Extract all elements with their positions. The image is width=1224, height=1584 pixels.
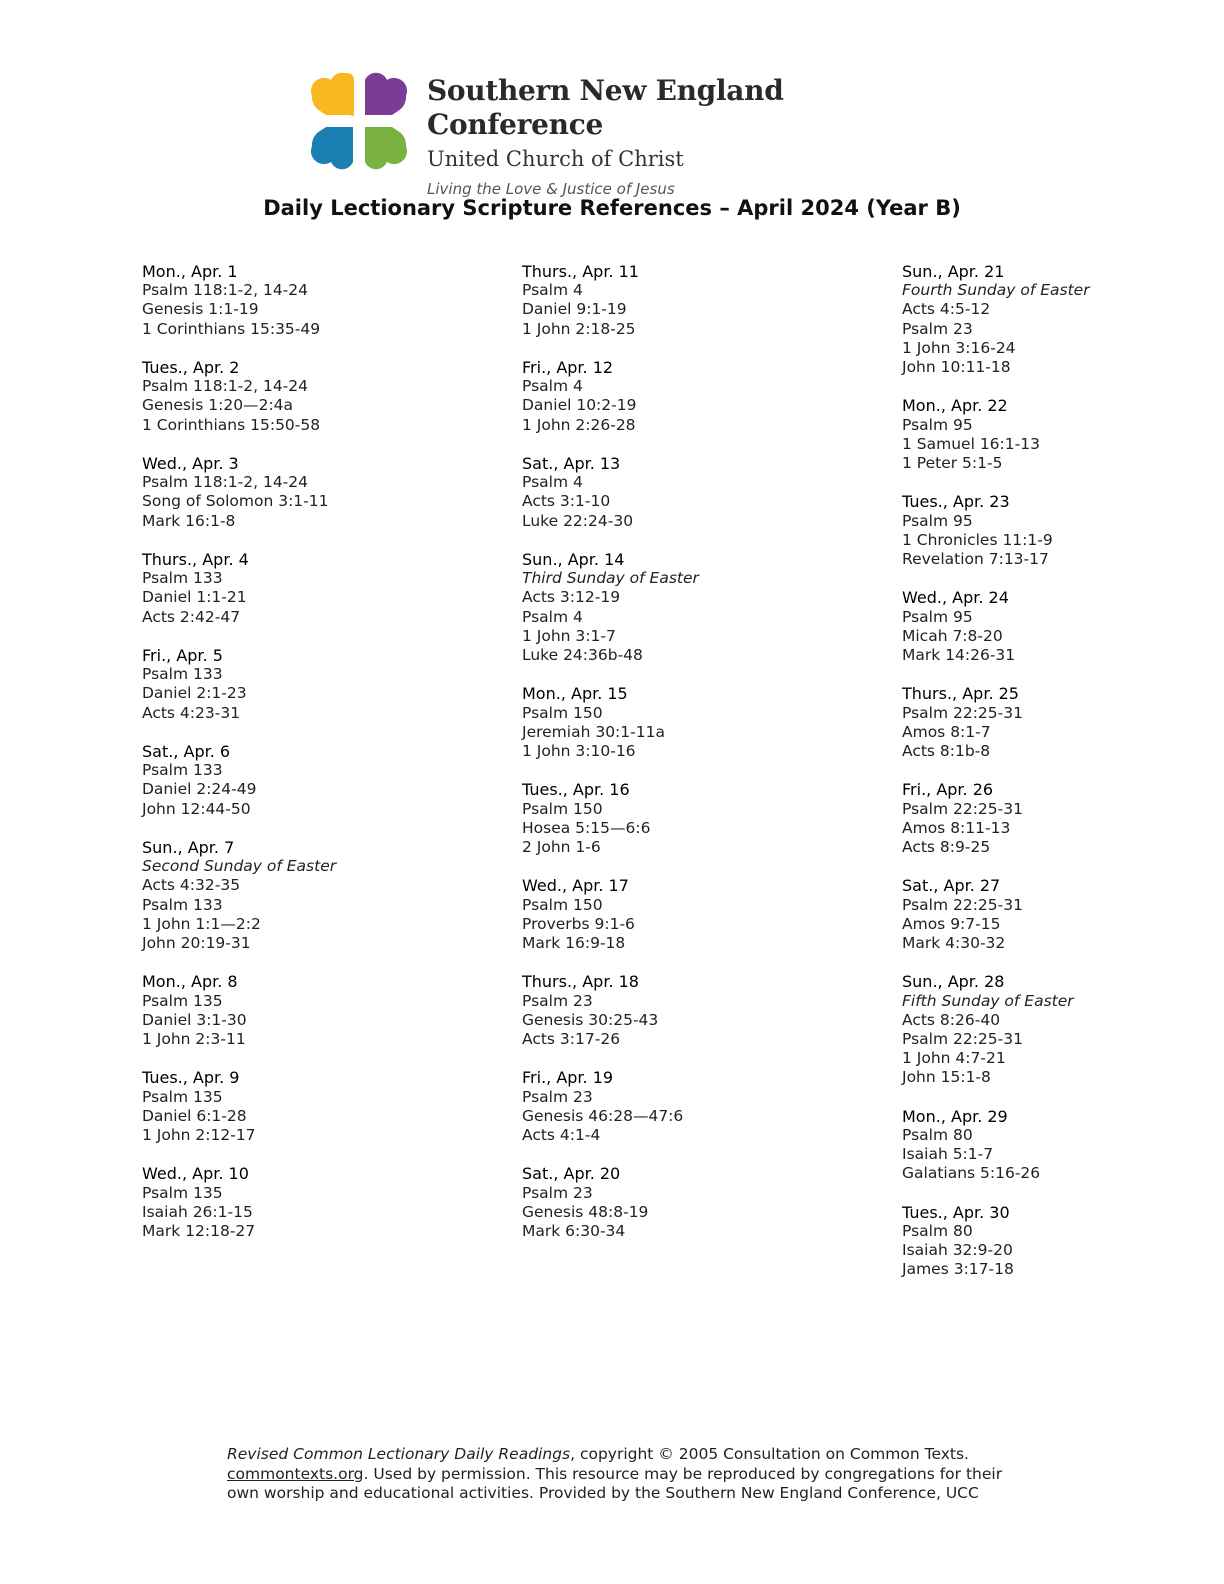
scripture-reference: Mark 16:1-8 [142, 511, 236, 530]
scripture-reference: Acts 3:1-10 [522, 492, 611, 511]
day-entry [142, 454, 442, 531]
day-entry [902, 1203, 1202, 1280]
scripture-reference: Psalm 133 [142, 665, 223, 684]
scripture-reference: Mark 16:9-18 [522, 934, 626, 953]
day-date: Sat., Apr. 20 [522, 1164, 621, 1184]
day-date: Mon., Apr. 1 [142, 262, 238, 281]
scripture-reference: Daniel 3:1-30 [142, 1010, 247, 1029]
logo-heart-green-shape [365, 127, 407, 169]
org-name: Southern New England Conference [427, 74, 784, 141]
day-date: Sun., Apr. 28 [902, 972, 1005, 992]
day-entry [902, 1107, 1202, 1184]
scripture-reference: Psalm 4 [522, 473, 583, 492]
day-entry [902, 588, 1202, 665]
scripture-reference: 1 Chronicles 11:1-9 [902, 530, 1053, 549]
lectionary-column-3 [902, 262, 1202, 1299]
scripture-reference: Psalm 135 [142, 1183, 223, 1202]
scripture-reference: 1 John 4:7-21 [902, 1049, 1006, 1068]
day-entry [522, 972, 822, 1049]
scripture-reference: Psalm 118:1-2, 14-24 [142, 281, 308, 300]
scripture-reference: Psalm 118:1-2, 14-24 [142, 473, 308, 492]
day-date: Tues., Apr. 9 [142, 1068, 240, 1088]
scripture-reference: 1 John 2:26-28 [522, 415, 636, 434]
org-subtitle: United Church of Christ [427, 147, 684, 171]
day-date: Fri., Apr. 19 [522, 1068, 614, 1088]
scripture-reference: Daniel 2:24-49 [142, 780, 257, 799]
day-date: Sat., Apr. 27 [902, 876, 1001, 896]
day-entry [902, 262, 1202, 377]
day-date: Mon., Apr. 22 [902, 396, 1008, 416]
heart-cross-logo-icon [306, 68, 412, 174]
liturgical-occasion: Third Sunday of Easter [522, 569, 699, 588]
scripture-reference: Luke 24:36b-48 [522, 646, 643, 665]
day-entry [522, 1164, 822, 1241]
scripture-reference: Daniel 6:1-28 [142, 1106, 247, 1125]
day-date: Sat., Apr. 6 [142, 742, 231, 761]
scripture-reference: John 10:11-18 [902, 358, 1011, 377]
day-entry [902, 972, 1202, 1087]
day-date: Mon., Apr. 29 [902, 1106, 1008, 1126]
footer-line-1 [227, 1445, 1047, 1465]
scripture-reference: Psalm 4 [522, 377, 583, 396]
day-entry [902, 876, 1202, 953]
scripture-reference: Genesis 48:8-19 [522, 1202, 649, 1221]
day-date: Tues., Apr. 23 [902, 492, 1010, 512]
footer-source-title: Revised Common Lectionary Daily Readings [227, 1445, 571, 1463]
day-date: Wed., Apr. 24 [902, 588, 1009, 608]
scripture-reference: Acts 8:26-40 [902, 1010, 1001, 1029]
day-date: Tues., Apr. 30 [902, 1202, 1010, 1222]
scripture-reference: Amos 9:7-15 [902, 914, 1001, 933]
day-entry [902, 492, 1202, 569]
scripture-reference: Psalm 133 [142, 895, 223, 914]
logo-heart-purple-shape [365, 73, 407, 115]
scripture-reference: Acts 4:32-35 [142, 876, 241, 895]
scripture-reference: Hosea 5:15—6:6 [522, 818, 651, 837]
scripture-reference: Isaiah 5:1-7 [902, 1145, 994, 1164]
org-tagline: Living the Love & Justice of Jesus [427, 180, 675, 198]
scripture-reference: Micah 7:8-20 [902, 626, 1003, 645]
scripture-reference: 1 John 2:3-11 [142, 1030, 246, 1049]
scripture-reference: Isaiah 26:1-15 [142, 1202, 253, 1221]
day-entry [902, 780, 1202, 857]
day-entry [522, 262, 822, 339]
liturgical-occasion: Fifth Sunday of Easter [902, 991, 1074, 1010]
scripture-reference: Isaiah 32:9-20 [902, 1241, 1013, 1260]
scripture-reference: Jeremiah 30:1-11a [522, 722, 665, 741]
scripture-reference: Psalm 95 [902, 607, 973, 626]
scripture-reference: Psalm 23 [902, 319, 973, 338]
scripture-reference: Psalm 133 [142, 569, 223, 588]
scripture-reference: Psalm 133 [142, 761, 223, 780]
day-date: Wed., Apr. 10 [142, 1164, 249, 1184]
scripture-reference: Daniel 1:1-21 [142, 588, 247, 607]
commontexts-link[interactable]: commontexts.org [227, 1464, 364, 1483]
scripture-reference: Psalm 23 [522, 991, 593, 1010]
day-date: Thurs., Apr. 4 [142, 550, 249, 569]
scripture-reference: Acts 4:23-31 [142, 703, 241, 722]
scripture-reference: Acts 4:1-4 [522, 1126, 601, 1145]
footer-permission-1: . Used by permission. This resource may be reproduced by congregations for their [363, 1464, 1003, 1483]
scripture-reference: Psalm 150 [522, 703, 603, 722]
conference-logo [306, 68, 916, 198]
scripture-reference: Daniel 9:1-19 [522, 300, 627, 319]
day-date: Fri., Apr. 12 [522, 358, 614, 377]
day-entry [142, 742, 442, 819]
day-entry [902, 396, 1202, 473]
scripture-reference: 1 Corinthians 15:50-58 [142, 415, 321, 434]
day-date: Tues., Apr. 2 [142, 358, 240, 377]
scripture-reference: Psalm 4 [522, 607, 583, 626]
scripture-reference: 1 John 2:12-17 [142, 1126, 256, 1145]
day-entry [142, 646, 442, 723]
scripture-reference: Revelation 7:13-17 [902, 550, 1049, 569]
scripture-reference: Acts 2:42-47 [142, 607, 241, 626]
day-entry [902, 684, 1202, 761]
day-entry [142, 550, 442, 627]
day-date: Sun., Apr. 21 [902, 262, 1005, 281]
scripture-reference: Acts 4:5-12 [902, 300, 991, 319]
scripture-reference: Psalm 4 [522, 281, 583, 300]
day-entry [522, 550, 822, 665]
day-entry [522, 684, 822, 761]
day-entry [142, 262, 442, 339]
logo-heart-yellow-shape [311, 73, 353, 115]
scripture-reference: 2 John 1-6 [522, 838, 601, 857]
day-date: Sun., Apr. 7 [142, 838, 235, 857]
copyright-footer [227, 1445, 1047, 1504]
day-date: Wed., Apr. 17 [522, 876, 629, 896]
scripture-reference: James 3:17-18 [902, 1260, 1014, 1279]
scripture-reference: Acts 3:17-26 [522, 1030, 621, 1049]
scripture-reference: 1 Corinthians 15:35-49 [142, 319, 321, 338]
scripture-reference: Genesis 1:20—2:4a [142, 396, 294, 415]
scripture-reference: 1 John 1:1—2:2 [142, 914, 261, 933]
scripture-reference: Luke 22:24-30 [522, 511, 634, 530]
scripture-reference: 1 John 2:18-25 [522, 319, 636, 338]
day-entry [142, 972, 442, 1049]
scripture-reference: John 20:19-31 [142, 934, 251, 953]
scripture-reference: Psalm 22:25-31 [902, 1030, 1023, 1049]
lectionary-column-1 [142, 262, 442, 1260]
scripture-reference: John 12:44-50 [142, 799, 251, 818]
day-entry [142, 1068, 442, 1145]
scripture-reference: Psalm 23 [522, 1087, 593, 1106]
scripture-reference: Amos 8:1-7 [902, 722, 991, 741]
lectionary-column-2 [522, 262, 822, 1260]
logo-heart-blue-shape [311, 127, 353, 169]
day-date: Wed., Apr. 3 [142, 454, 239, 473]
scripture-reference: Genesis 46:28—47:6 [522, 1106, 684, 1125]
day-date: Fri., Apr. 5 [142, 646, 223, 665]
scripture-reference: Psalm 150 [522, 895, 603, 914]
day-entry [522, 1068, 822, 1145]
scripture-reference: Mark 12:18-27 [142, 1222, 256, 1241]
page-title: Daily Lectionary Scripture References – April 2024 (Year B) [263, 196, 961, 220]
scripture-reference: Acts 8:1b-8 [902, 742, 991, 761]
day-date: Sun., Apr. 14 [522, 550, 625, 569]
liturgical-occasion: Second Sunday of Easter [142, 857, 337, 876]
scripture-reference: Psalm 135 [142, 991, 223, 1010]
scripture-reference: Psalm 23 [522, 1183, 593, 1202]
day-entry [142, 1164, 442, 1241]
day-date: Thurs., Apr. 11 [522, 262, 639, 281]
scripture-reference: 1 John 3:10-16 [522, 742, 636, 761]
day-date: Thurs., Apr. 25 [902, 684, 1019, 704]
scripture-reference: 1 John 3:1-7 [522, 626, 616, 645]
day-entry [522, 454, 822, 531]
scripture-reference: Daniel 10:2-19 [522, 396, 637, 415]
footer-line-3: own worship and educational activities. Provided by the Southern New England Conference, UCC [227, 1484, 979, 1502]
scripture-reference: 1 Samuel 16:1-13 [902, 434, 1040, 453]
scripture-reference: Psalm 95 [902, 511, 973, 530]
day-date: Thurs., Apr. 18 [522, 972, 639, 992]
day-date: Mon., Apr. 8 [142, 972, 238, 992]
scripture-reference: Acts 8:9-25 [902, 838, 991, 857]
scripture-reference: Mark 6:30-34 [522, 1222, 626, 1241]
scripture-reference: Galatians 5:16-26 [902, 1164, 1041, 1183]
day-entry [522, 780, 822, 857]
scripture-reference: Psalm 22:25-31 [902, 799, 1023, 818]
scripture-reference: Psalm 22:25-31 [902, 895, 1023, 914]
footer-line-2 [227, 1465, 1047, 1485]
day-entry [142, 358, 442, 435]
scripture-reference: Psalm 80 [902, 1222, 973, 1241]
scripture-reference: Psalm 150 [522, 799, 603, 818]
day-date: Tues., Apr. 16 [522, 780, 630, 800]
day-entry [142, 838, 442, 953]
day-date: Sat., Apr. 13 [522, 454, 621, 473]
scripture-reference: Acts 3:12-19 [522, 588, 621, 607]
scripture-reference: Proverbs 9:1-6 [522, 914, 635, 933]
scripture-reference: Psalm 118:1-2, 14-24 [142, 377, 308, 396]
scripture-reference: 1 Peter 5:1-5 [902, 454, 1003, 473]
scripture-reference: John 15:1-8 [902, 1068, 991, 1087]
scripture-reference: Mark 4:30-32 [902, 934, 1006, 953]
day-date: Mon., Apr. 15 [522, 684, 628, 704]
day-entry [522, 358, 822, 435]
day-entry [522, 876, 822, 953]
scripture-reference: Genesis 30:25-43 [522, 1010, 659, 1029]
scripture-reference: Mark 14:26-31 [902, 646, 1016, 665]
scripture-reference: Amos 8:11-13 [902, 818, 1011, 837]
scripture-reference: Genesis 1:1-19 [142, 300, 259, 319]
scripture-reference: Psalm 22:25-31 [902, 703, 1023, 722]
scripture-reference: Daniel 2:1-23 [142, 684, 247, 703]
scripture-reference: Song of Solomon 3:1-11 [142, 492, 329, 511]
liturgical-occasion: Fourth Sunday of Easter [902, 281, 1090, 300]
scripture-reference: Psalm 135 [142, 1087, 223, 1106]
scripture-reference: Psalm 80 [902, 1126, 973, 1145]
day-date: Fri., Apr. 26 [902, 780, 994, 800]
footer-copyright: , copyright © 2005 Consultation on Common Texts. [570, 1445, 969, 1463]
scripture-reference: Psalm 95 [902, 415, 973, 434]
scripture-reference: 1 John 3:16-24 [902, 338, 1016, 357]
